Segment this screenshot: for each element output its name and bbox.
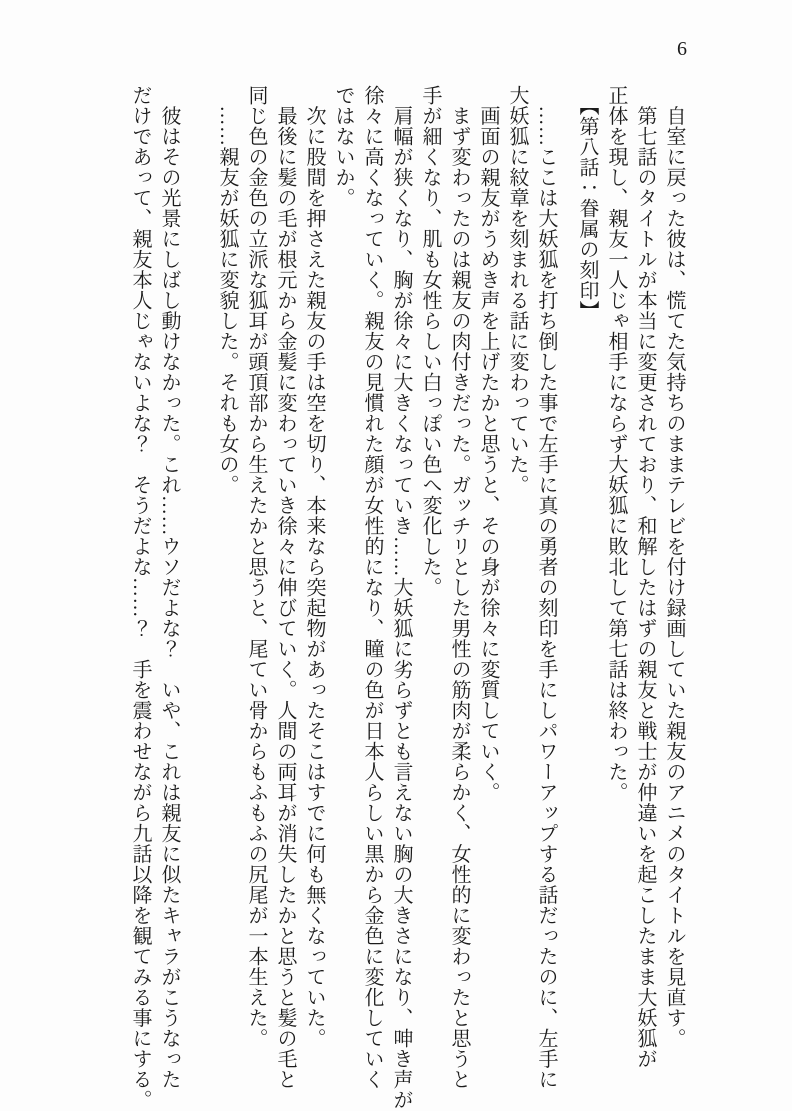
page-number: 6 [677,38,687,60]
text-column: 第七話のタイトルが本当に変更されており、和解したはずの親友と戦士が仲違いを起こしたまま大妖狐が [634,85,656,1069]
text-column: ではないか。 [332,85,354,208]
text-column: 手が細くなり、肌も女性らしい白っぽい色へ変化した。 [419,85,441,598]
text-column: 画面の親友がうめき声を上げたかと思うと、その身が徐々に変質していく。 [477,85,499,803]
text-column: 正体を現し、親友一人じゃ相手にならず大妖狐に敗北して第七話は終わった。 [605,85,627,803]
text-column: ……親友が妖狐に変貌した。それも女の。 [216,85,238,495]
text-column: ……ここは大妖狐を打ち倒した事で左手に真の勇者の刻印を手にしパワーアップする話だったのに、左手に [535,85,557,1090]
text-column: 彼はその光景にしばし動けなかった。これ……ウソだよな？ いや、これは親友に似たキャラがこうなった [158,85,180,1090]
text-column: だけであって、親友本人じゃないよな？ そうだよな……？ 手を震わせながら九話以降を観てみる事にする。 [129,85,151,1110]
vertical-text-block [125,85,688,1110]
text-column: まず変わったのは親友の肉付きだった。ガッチリとした男性の筋肉が柔らかく、女性的に変わったと思うと [448,85,470,1090]
text-column: 最後に髪の毛が根元から金髪に変わっていき徐々に伸びていく。人間の両耳が消失したかと思うと髪の毛と [274,85,296,1090]
blank-separator-column [183,85,212,1093]
text-column: 徐々に高くなっていく。親友の見慣れた顔が女性的になり、瞳の色が日本人らしい黒から金色に変化していく [361,85,383,1090]
text-column: 肩幅が狭くなり、胸が徐々に大きくなっていき……大妖狐に劣らずとも言えない胸の大きさになり、呻き声が [390,85,412,1110]
text-column: 次に股間を押さえた親友の手は空を切り、本来なら突起物があったそこはすでに何も無くなっていた。 [303,85,325,1049]
text-column: 同じ色の金色の立派な狐耳が頭頂部から生えたかと思うと、尾てい骨からもふもふの尻尾が一本生えた。 [245,85,267,1049]
chapter-title-column: 【第八話：眷属の刻印】 [576,85,598,321]
text-column: 大妖狐に紋章を刻まれる話に変わっていた。 [506,85,528,495]
text-column: 自室に戻った彼は、慌てた気持ちのままテレビを付け録画していた親友のアニメのタイトルを見直す。 [663,85,685,1049]
